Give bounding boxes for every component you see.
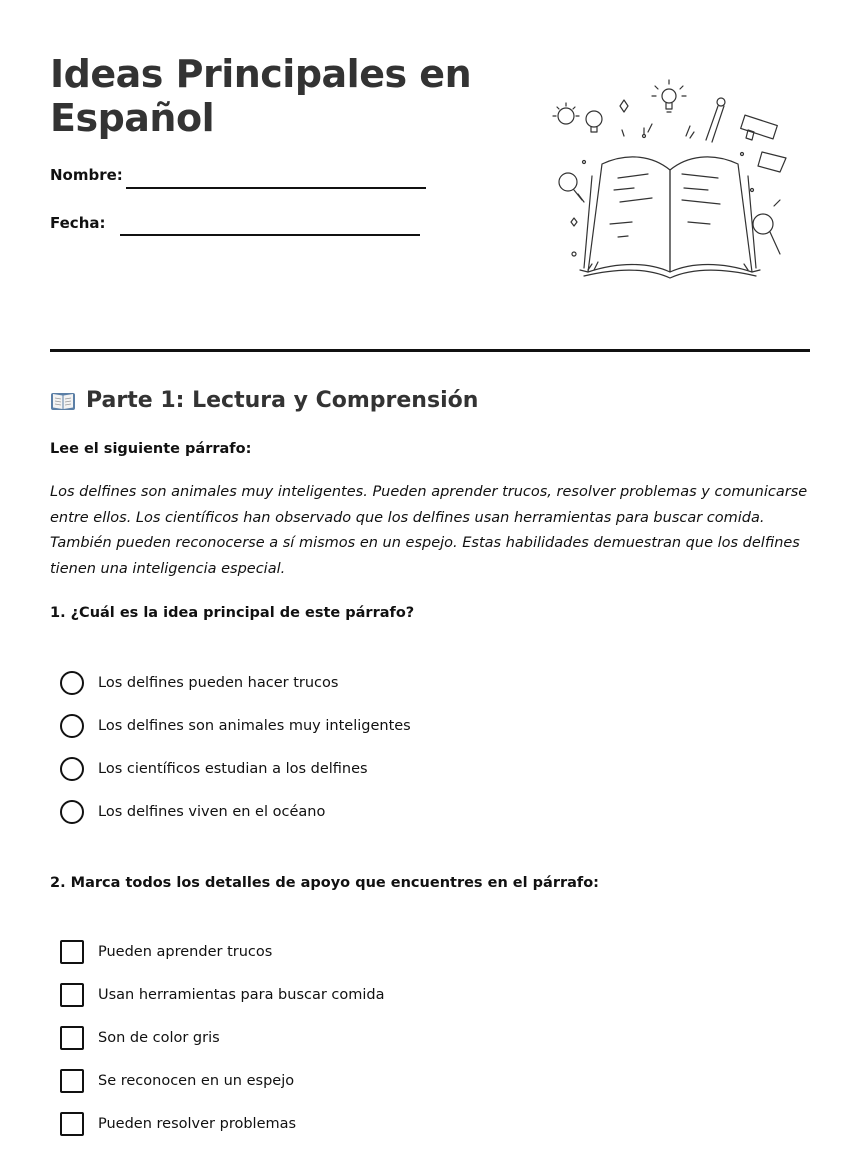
book-icon: [50, 390, 76, 412]
q1-option-label: Los delfines son animales muy inteligentes: [98, 718, 411, 734]
name-label: Nombre:: [50, 166, 123, 184]
checkbox[interactable]: [60, 1069, 84, 1093]
q1-option[interactable]: [60, 756, 368, 782]
q1-option-label: Los delfines pueden hacer trucos: [98, 675, 339, 691]
q1-option[interactable]: [60, 670, 338, 696]
checkbox[interactable]: [60, 1026, 84, 1050]
checkbox[interactable]: [60, 983, 84, 1007]
q1-option[interactable]: [60, 713, 411, 739]
q2-option[interactable]: [60, 1025, 220, 1051]
radio-button[interactable]: [60, 671, 84, 695]
q1-option-label: Los delfines viven en el océano: [98, 804, 326, 820]
reading-passage: Los delfines son animales muy inteligentes. Pueden aprender trucos, resolver problemas y comunicarse entre ellos. Los científicos han observado que los delfines usan herramientas para buscar comida. También pueden reconocerse a sí mismos en un espejo. Estas habilidades demuestran que los delfines tienen una inteligencia especial.: [50, 484, 808, 578]
question-2-prompt: 2. Marca todos los detalles de apoyo que encuentres en el párrafo:: [50, 875, 599, 891]
date-field[interactable]: [120, 234, 420, 236]
q1-option[interactable]: [60, 799, 325, 825]
reading-instruction: Lee el siguiente párrafo:: [50, 441, 252, 457]
q1-option-label: Los científicos estudian a los delfines: [98, 761, 368, 777]
q2-option[interactable]: [60, 939, 272, 965]
section-title: [50, 388, 478, 413]
checkbox[interactable]: [60, 940, 84, 964]
q2-option[interactable]: [60, 1068, 294, 1094]
q2-option-label: Pueden aprender trucos: [98, 944, 273, 960]
q2-option-label: Usan herramientas para buscar comida: [98, 987, 385, 1003]
section-divider: [50, 349, 810, 352]
q2-option-label: Pueden resolver problemas: [98, 1116, 297, 1132]
radio-button[interactable]: [60, 757, 84, 781]
question-1-prompt: 1. ¿Cuál es la idea principal de este párrafo?: [50, 605, 415, 621]
q2-option[interactable]: [60, 982, 385, 1008]
radio-button[interactable]: [60, 714, 84, 738]
page-title: Ideas Principales en Español: [50, 52, 472, 140]
radio-button[interactable]: [60, 800, 84, 824]
q2-option-label: Son de color gris: [98, 1030, 220, 1046]
section-title-text: Parte 1: Lectura y Comprensión: [86, 388, 479, 413]
open-book-ideas-icon: [548, 72, 793, 282]
checkbox[interactable]: [60, 1112, 84, 1136]
q2-option[interactable]: [60, 1111, 296, 1137]
date-label: Fecha:: [50, 214, 106, 232]
q2-option-label: Se reconocen en un espejo: [98, 1073, 295, 1089]
name-field[interactable]: [126, 187, 426, 189]
